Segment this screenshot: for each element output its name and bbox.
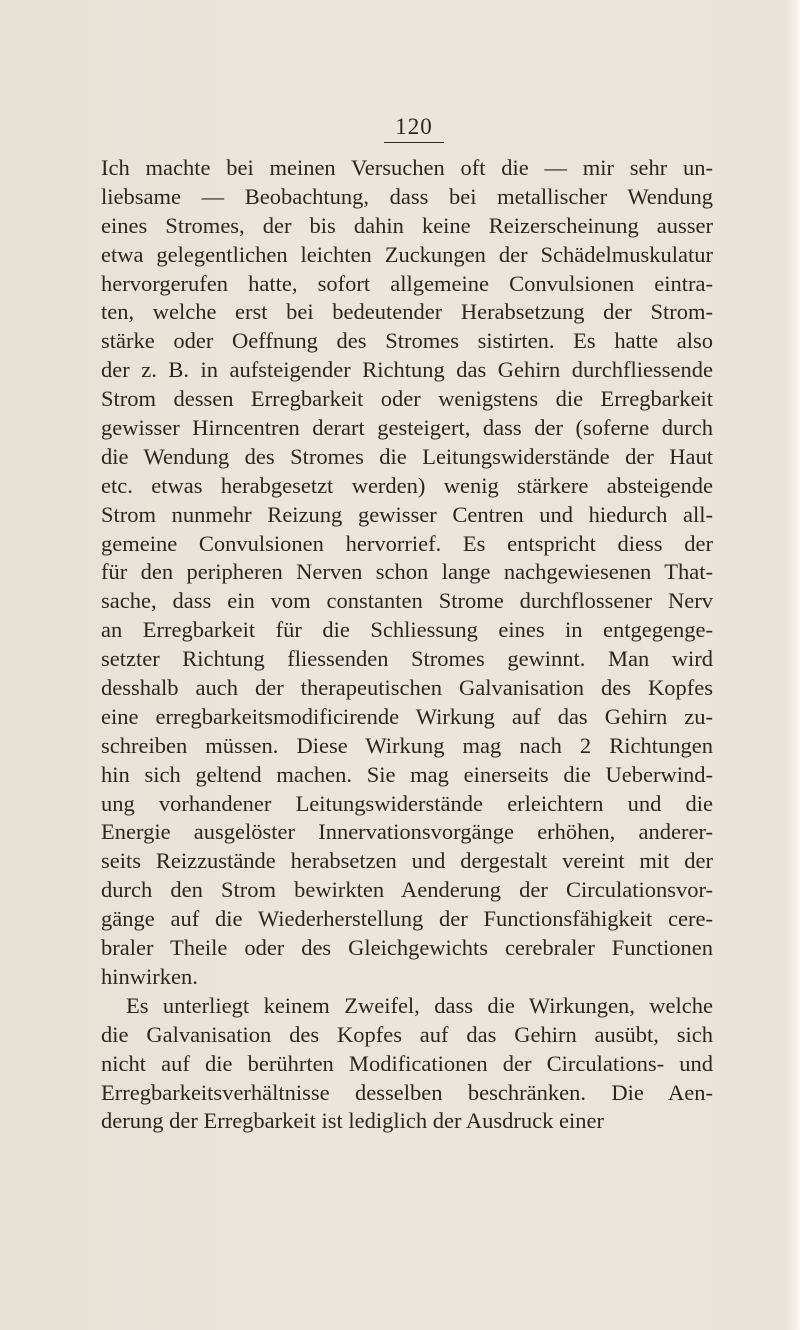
text-line: liebsame — Beobachtung, dass bei metallischer Wendung xyxy=(101,183,713,209)
text-line: eines Stromes, der bis dahin keine Reizerscheinung ausser xyxy=(101,212,713,238)
text-line: braler Theile oder des Gleichgewichts cerebraler Functionen xyxy=(101,935,713,961)
text-line: eine erregbarkeitsmodificirende Wirkung auf das Gehirn zu- xyxy=(101,703,713,729)
text-line: an Erregbarkeit für die Schliessung eines in entgegenge- xyxy=(101,617,713,643)
text-line: schreiben müssen. Diese Wirkung mag nach 2 Richtungen xyxy=(101,732,713,758)
text-line: durch den Strom bewirkten Aenderung der Circulationsvor- xyxy=(101,877,713,903)
paragraph-end-line: hinwirken. xyxy=(101,963,198,989)
text-line: nicht auf die berührten Modificationen der Circulations- und xyxy=(101,1050,713,1076)
text-line: setzter Richtung fliessenden Stromes gewinnt. Man wird xyxy=(101,646,713,672)
text-line: für den peripheren Nerven schon lange nachgewiesenen That- xyxy=(101,559,713,585)
page-number-rule xyxy=(384,142,444,143)
text-line: die Galvanisation des Kopfes auf das Gehirn ausübt, sich xyxy=(101,1021,713,1047)
text-line: stärke oder Oeffnung des Stromes sistirten. Es hatte also xyxy=(101,328,713,354)
text-line: gewisser Hirncentren derart gesteigert, dass der (soferne durch xyxy=(101,415,713,441)
text-line: ung vorhandener Leitungswiderstände erleichtern und die xyxy=(101,790,713,816)
text-line: hervorgerufen hatte, sofort allgemeine Convulsionen eintra- xyxy=(101,270,713,296)
text-line: seits Reizzustände herabsetzen und dergestalt vereint mit der xyxy=(101,848,713,874)
text-line: derung der Erregbarkeit ist lediglich der Ausdruck einer xyxy=(101,1108,604,1134)
page-number: 120 xyxy=(395,114,433,139)
text-line: gänge auf die Wiederherstellung der Functionsfähigkeit cere- xyxy=(101,906,713,932)
text-line: ten, welche erst bei bedeutender Herabsetzung der Strom- xyxy=(101,299,713,325)
text-line: Strom nunmehr Reizung gewisser Centren und hiedurch all- xyxy=(101,501,713,527)
text-line: Energie ausgelöster Innervationsvorgänge erhöhen, anderer- xyxy=(101,819,713,845)
text-line: hin sich geltend machen. Sie mag einerseits die Ueberwind- xyxy=(101,761,713,787)
text-line: etc. etwas herabgesetzt werden) wenig stärkere absteigende xyxy=(101,472,713,498)
text-line: die Wendung des Stromes die Leitungswiderstände der Haut xyxy=(101,443,713,469)
text-line: Strom dessen Erregbarkeit oder wenigstens die Erregbarkeit xyxy=(101,386,713,412)
text-line: sache, dass ein vom constanten Strome durchflossener Nerv xyxy=(101,588,713,614)
text-line: der z. B. in aufsteigender Richtung das Gehirn durchfliessende xyxy=(101,357,713,383)
page-edge xyxy=(786,0,800,1330)
paragraph-start-line: Es unterliegt keinem Zweifel, dass die Wirkungen, welche xyxy=(126,992,713,1018)
text-line: Erregbarkeitsverhältnisse desselben beschränken. Die Aen- xyxy=(101,1079,713,1105)
text-line: desshalb auch der therapeutischen Galvanisation des Kopfes xyxy=(101,675,713,701)
text-line: Ich machte bei meinen Versuchen oft die — mir sehr un- xyxy=(101,155,713,180)
text-line: gemeine Convulsionen hervorrief. Es entspricht diess der xyxy=(101,530,713,556)
text-line: etwa gelegentlichen leichten Zuckungen der Schädelmuskulatur xyxy=(101,241,713,267)
body-text xyxy=(101,154,713,1136)
